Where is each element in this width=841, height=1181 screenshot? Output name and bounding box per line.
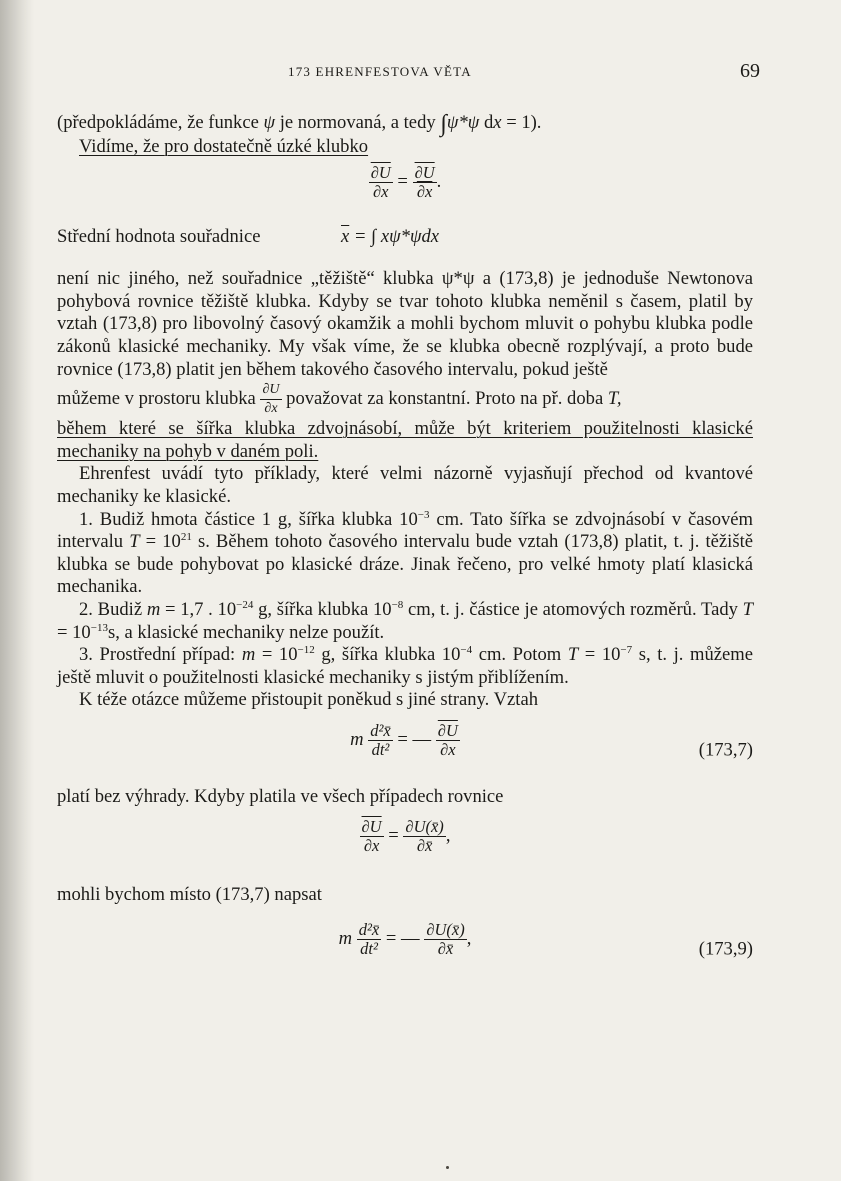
- equation-number-173-7: (173,7): [698, 739, 753, 761]
- page-binding-shadow: [0, 0, 34, 1181]
- equation-mean-gradient: $\frac{\partial U}{\partial x}$ = $\frac{\partial U}{\partial x}$ .: [370, 163, 442, 202]
- fraction-dU-dx: $\frac{\partial U}{\partial x}$: [414, 163, 435, 202]
- paragraph-center-of-mass: není nic jiného, než souřadnice „těžiště“ klubka ψ*ψ a (173,8) je jednoduše Newtonova pohybová rovnice těžiště klubka. Kdyby se tvar tohoto klubka neměnil s časem, platil by vztah (173,8) pro libovolný časový okamžik a mohli bychom mluvit o pohybu klubka podle zákonů klasické mechaniky. My však víme, že se klubka obecně rozplývají, a proto bude rovnice (173,8) platit jen během takového časového intervalu, pokud ještě: [57, 268, 753, 380]
- page-speck: [446, 1166, 449, 1169]
- text-line-constant-gradient: můžeme v prostoru klubka $\frac{\partial U}{\partial x}$ považovat za konstantní. Proto na př. doba T,: [57, 382, 622, 417]
- example-1: 1. Budiž hmota částice 1 g, šířka klubka $10^{-3}$ cm. Tato šířka se zdvojnásobí v časovém intervalu $T = 10^{21}$ s. Během tohoto časového intervalu bude vztah (173,8) platit, t. j. těžiště klubka se bude pohybovat po klasické dráze. Jinak řečeno, pro velké hmoty platí klasická mechanika.: [57, 508, 754, 598]
- page-number: 69: [740, 60, 760, 82]
- page-header: [60, 60, 760, 84]
- page-body: [57, 112, 753, 985]
- equation-mean-force: $\frac{\partial U}{\partial x}$ = $\frac{\partial U(x̄)}{\partial x̄}$ ,: [361, 817, 451, 856]
- equation-number-173-9: (173,9): [698, 938, 753, 960]
- running-head: 173 EHRENFESTOVA VĚTA: [288, 64, 472, 79]
- fraction-inline-dU-dx: $\frac{\partial U}{\partial x}$: [262, 382, 280, 417]
- example-2: 2. Budiž m = 1,7 . $10^{-24}$ g, šířka klubka $10^{-8}$ cm, t. j. částice je atomových rozměrů. Tady $T = 10^{-13}s$, a klasické mechaniky nelze použít.: [57, 598, 753, 643]
- text-line-narrow-packet: Vidíme, že pro dostatečně úzké klubko: [79, 135, 369, 157]
- equation-173-9: m $\frac{\text{d²x̄}}{\text{dt²}}$ = — $\frac{\partial U(x̄)}{\partial x̄}$ , (173,9): [338, 920, 753, 960]
- text-line-without-reservation: platí bez výhrady. Kdyby platila ve všech případech rovnice: [57, 785, 504, 807]
- text-line-other-side: K téže otázce můžeme přistoupit poněkud s jiné strany. Vztah: [79, 689, 539, 711]
- equation-mean-coordinate: Střední hodnota souřadnice $\overline{x}$ = ∫ xψ*ψdx: [57, 226, 440, 248]
- text-line-could-write: mohli bychom místo (173,7) napsat: [57, 884, 322, 906]
- example-3: 3. Prostřední případ: $m = 10^{-12}$ g, šířka klubka $10^{-4}$ cm. Potom $T = 10^{-7}$ s, t. j. můžeme ještě mluvit o použitelnosti klasické mechaniky s jistým přiblížením.: [57, 644, 753, 688]
- equation-173-7: m $\frac{\text{d²x̄}}{\text{dt²}}$ = — $\frac{\partial U}{\partial x}$ (173,7): [350, 720, 753, 761]
- text-line-criterion: během které se šířka klubka zdvojnásobí, může být kriteriem použitelnosti klasické mechaniky na pohyb v daném poli.: [57, 418, 753, 462]
- paragraph-ehrenfest-examples: Ehrenfest uvádí tyto příklady, které velmi názorně vyjasňují přechod od kvantové mechaniky ke klasické.: [57, 463, 753, 507]
- fraction-mean-dU-dx: $\frac{\partial U}{\partial x}$: [370, 163, 391, 202]
- text-line-normalization: (předpokládáme, že funkce ψ je normovaná, a tedy ∫ψ*ψ dx = 1).: [57, 111, 542, 137]
